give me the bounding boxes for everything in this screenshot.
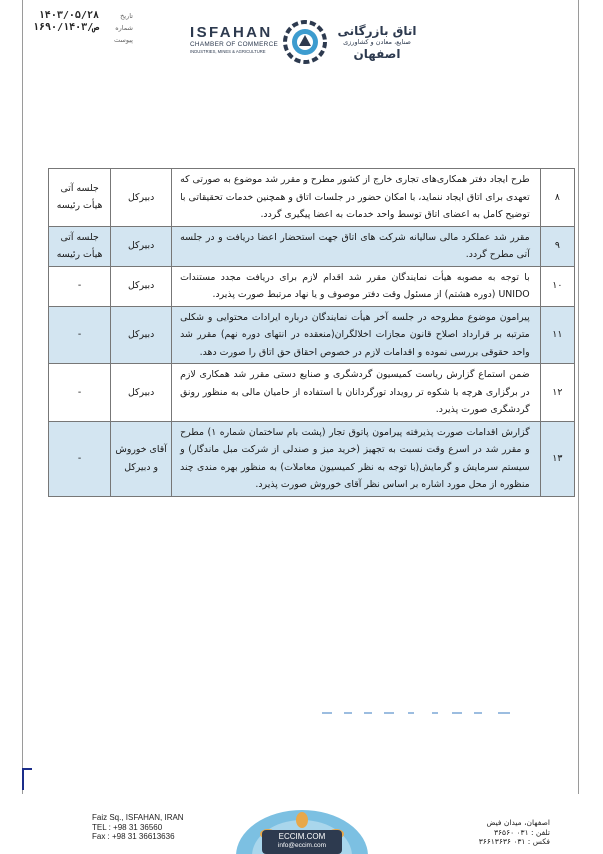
brand-subtitle: CHAMBER OF COMMERCE xyxy=(190,41,279,48)
row-number: ۱۲ xyxy=(540,364,574,422)
footer-site-url[interactable]: ECCIM.COM xyxy=(278,832,326,841)
row-number: ۱۱ xyxy=(540,306,574,364)
meta-number xyxy=(33,22,133,34)
footer-address-en: Faiz Sq., ISFAHAN, IRAN xyxy=(92,813,184,822)
footer-email[interactable]: info@eccim.com xyxy=(277,842,327,849)
brand-subtitle-2: INDUSTRIES, MINES & AGRICULTURE xyxy=(190,49,266,54)
footer-fax-en: Fax : +98 31 36613636 xyxy=(92,832,175,841)
row-description: پیرامون موضوع مطروحه در جلسه آخر هیأت نمایندگان درباره ایرادات محتوایی و شکلی مترتبه بر قرارداد اصلاح قانون مجازات اخلالگران(منعقده در انتهای دوره نهم) مقرر شد واحد حقوقی بررسی نموده و اقدامات لازم در خصوص احقاق حق اتاق را صورت دهد. xyxy=(172,306,541,364)
brand-name: ISFAHAN xyxy=(190,24,273,41)
page-border-left xyxy=(22,0,23,794)
row-description: گزارش اقدامات صورت پذیرفته پیرامون پاتوق تجار (پشت بام ساختمان شماره ۱) مطرح و مقرر شد در اسرع وقت نسبت به تجهیز (خرید میز و صندلی از شرکت مبل ماندگار) و سیستم سرمایش و گرمایش(با توجه به نظر کمیسیون معاملات) به منظور بهره مندی چند منظوره از محل مورد اشاره بر اساس نظر آقای خوروش صورت پذیرد. xyxy=(172,421,541,496)
brand-fa-title: اتاق بازرگانی xyxy=(337,24,417,38)
footer-contact-fa xyxy=(434,818,550,847)
table-row xyxy=(49,306,575,364)
brand-fa-subtitle: صنایع، معادن و کشاورزی xyxy=(343,38,411,46)
resolutions-table xyxy=(48,168,575,497)
meta-number-label: شماره xyxy=(115,24,133,32)
footer-tel-fa: تلفن : ۰۳۱ ۳۶۵۶۰ xyxy=(493,827,550,837)
row-description: با توجه به مصوبه هیأت نمایندگان مقرر شد اقدام لازم برای دریافت مجدد مستندات UNIDO (دوره هشتم) از مسئول وقت دفتر موصوف و یا نهاد مرتبط صورت پذیرد. xyxy=(172,266,541,306)
page-border-right xyxy=(578,0,579,794)
row-deadline: - xyxy=(49,421,111,496)
meta-attachment-label: پیوست xyxy=(114,36,133,44)
meta-number-value: ۱۶۹۰/ص/۱۴۰۳ xyxy=(33,22,100,33)
table-row xyxy=(49,364,575,422)
row-number: ۸ xyxy=(540,169,574,227)
row-description: ضمن استماع گزارش ریاست کمیسیون گردشگری و صنایع دستی مقرر شد همکاری لازم در برگزاری هرچه با شکوه تر رویداد تورگردانان با استفاده از حامیان مالی به منظور رونق گردشگری صورت پذیرد. xyxy=(172,364,541,422)
row-description: طرح ایجاد دفتر همکاری‌های تجاری خارج از کشور مطرح و مقرر شد موضوع به صورتی که تعهدی برای اتاق ایجاد ننماید، با امکان حضور در جلسات اتاق و همچنین خدمات تحقیقاتی با توضیح کامل به اعضای اتاق توسط واحد خدمات به اعضا پیگیری گردد. xyxy=(172,169,541,227)
row-owner: آقای خوروش و دبیرکل xyxy=(111,421,172,496)
meta-date-label: تاریخ xyxy=(120,12,133,20)
brand-persian xyxy=(332,24,422,61)
dash-marks xyxy=(322,711,512,715)
footer-contact-en xyxy=(92,813,222,842)
chamber-logo-icon xyxy=(282,19,328,65)
row-owner: دبیرکل xyxy=(111,364,172,422)
row-deadline: جلسه آتی هیأت رئیسه xyxy=(49,226,111,266)
meta-attachment xyxy=(33,34,133,46)
footer-tel-en: TEL : +98 31 36560 xyxy=(92,822,163,832)
row-number: ۱۳ xyxy=(540,421,574,496)
row-owner: دبیرکل xyxy=(111,226,172,266)
row-owner: دبیرکل xyxy=(111,169,172,227)
row-deadline: - xyxy=(49,266,111,306)
table-row xyxy=(49,421,575,496)
row-number: ۹ xyxy=(540,226,574,266)
row-deadline: - xyxy=(49,306,111,364)
meta-date-value: ۱۴۰۳/۰۵/۲۸ xyxy=(38,10,99,21)
letter-meta xyxy=(33,10,133,46)
row-number: ۱۰ xyxy=(540,266,574,306)
meta-date xyxy=(33,10,133,22)
margin-mark xyxy=(22,768,32,790)
row-owner: دبیرکل xyxy=(111,266,172,306)
footer-address-fa: اصفهان، میدان فیض xyxy=(486,818,550,827)
brand-fa-city: اصفهان xyxy=(353,47,401,61)
table-row xyxy=(49,266,575,306)
row-deadline: جلسه آتی هیأت رئیسه xyxy=(49,169,111,227)
brand-english xyxy=(190,25,285,55)
footer-fax-fa: فکس : ۰۳۱ ۳۶۶۱۳۶۳۶ xyxy=(478,837,550,846)
table-row xyxy=(49,226,575,266)
footer-website xyxy=(262,832,342,850)
table-body xyxy=(49,169,575,497)
row-description: مقرر شد عملکرد مالی سالیانه شرکت های اتاق جهت استحضار اعضا دریافت و در جلسه آتی مطرح گردد. xyxy=(172,226,541,266)
table-row xyxy=(49,169,575,227)
row-deadline: - xyxy=(49,364,111,422)
row-owner: دبیرکل xyxy=(111,306,172,364)
